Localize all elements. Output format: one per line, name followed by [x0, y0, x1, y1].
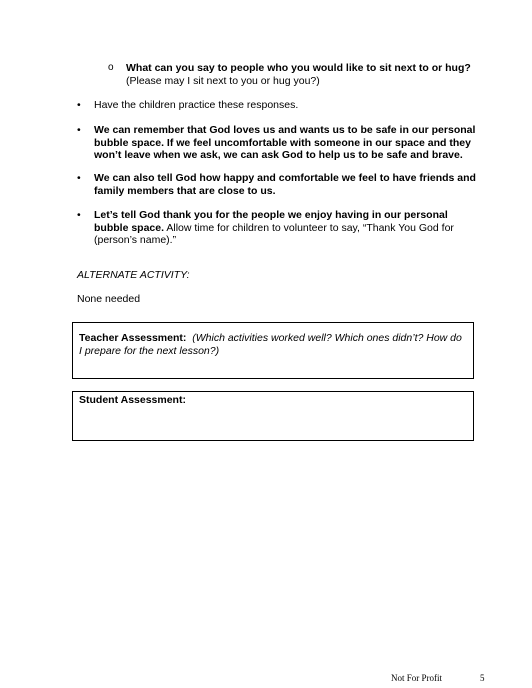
bullet-text: [94, 209, 484, 247]
bullet-bold: Let’s tell God thank you for the people we enjoy having in our personal bubble space.: [94, 209, 448, 234]
student-assessment-content: [79, 394, 464, 407]
alternate-activity-heading: ALTERNATE ACTIVITY:: [77, 269, 190, 281]
teacher-assessment-prompt: (Which activities worked well? Which ones didn’t? How do I prepare for the next lesson?): [79, 332, 462, 357]
bullet-dot: •: [77, 209, 81, 221]
bullet-dot: •: [77, 99, 81, 111]
bullet-text: [94, 172, 484, 197]
teacher-assessment-content: [79, 332, 464, 357]
student-assessment-label: Student Assessment:: [79, 394, 186, 406]
bullet-text: [94, 124, 484, 162]
alternate-activity-text: None needed: [77, 293, 141, 305]
bullet-normal: Allow time for children to volunteer to say, “Thank You God for (person’s name).”: [94, 221, 454, 246]
bullet-bold: We can remember that God loves us and wants us to be safe in our personal bubble space. If we feel uncomfortable with someone in our space and they won’t leave when we ask, we can ask God to help us to be safe and brave.: [94, 124, 476, 161]
page-number: 5: [480, 673, 485, 683]
sub-bullet-text: [126, 62, 496, 87]
teacher-assessment-label: Teacher Assessment:: [79, 332, 187, 344]
bullet-bold: We can also tell God how happy and comfortable we feel to have friends and family members that are close to us.: [94, 172, 476, 197]
sub-bullet-marker: o: [108, 62, 114, 73]
footer-text: Not For Profit: [391, 673, 443, 683]
bullet-dot: •: [77, 124, 81, 136]
bullet-text: [94, 99, 484, 112]
sub-bullet-question: What can you say to people who you would like to sit next to or hug?: [126, 62, 471, 74]
student-assessment-box: [72, 391, 474, 441]
bullet-dot: •: [77, 172, 81, 184]
sub-bullet-answer: (Please may I sit next to you or hug you?): [126, 74, 320, 87]
page-footer: [391, 672, 491, 685]
teacher-assessment-box: [72, 322, 474, 379]
bullet-normal: Have the children practice these responses.: [94, 99, 299, 111]
